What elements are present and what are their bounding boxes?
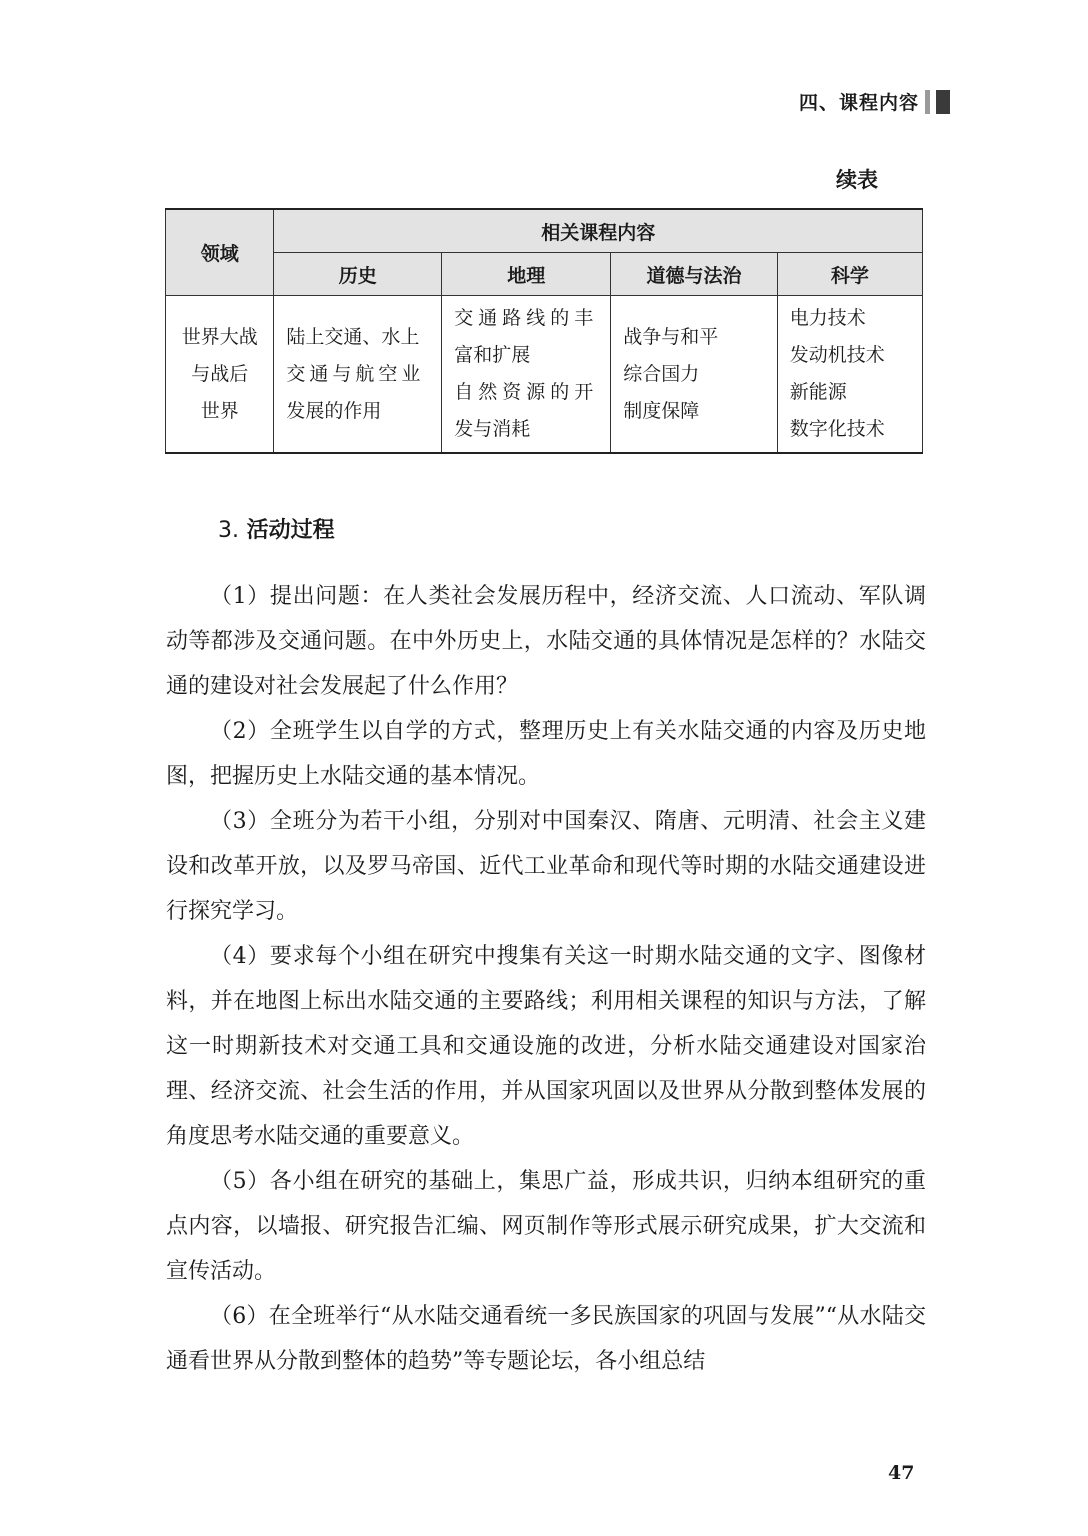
cell-text: 发动机技术 bbox=[789, 344, 885, 366]
cell-text: 发展的作用 bbox=[286, 399, 382, 422]
section-title-text: 活动过程 bbox=[246, 518, 335, 543]
cell-text: 战争与和平 bbox=[623, 325, 719, 348]
cell-text: 世界 bbox=[200, 399, 239, 422]
cell-text: 富和扩展 bbox=[454, 344, 531, 366]
cell-text: 与战后 bbox=[191, 362, 249, 385]
section-heading bbox=[218, 513, 335, 544]
paragraph: （3）全班分为若干小组，分别对中国秦汉、隋唐、元明清、社会主义建设和改革开放，以及罗马帝国、近代工业革命和现代等时期的水陆交通建设进行探究学习。 bbox=[166, 809, 926, 924]
cell-text: 综合国力 bbox=[623, 362, 700, 385]
cell-text: 世界大战 bbox=[181, 325, 258, 348]
header-bar-decoration bbox=[936, 90, 950, 114]
cell-text: 发与消耗 bbox=[454, 418, 531, 440]
domain-header: 领域 bbox=[166, 209, 274, 296]
chapter-title: 四、课程内容 bbox=[798, 92, 919, 114]
paragraph: （5）各小组在研究的基础上，集思广益，形成共识，归纳本组研究的重点内容，以墙报、研究报告汇编、网页制作等形式展示研究成果，扩大交流和宣传活动。 bbox=[166, 1169, 926, 1284]
column-header-science: 科学 bbox=[777, 253, 922, 296]
cell-text: 新能源 bbox=[789, 381, 847, 403]
history-cell bbox=[274, 296, 442, 454]
cell-text: 自然资源的开 bbox=[454, 381, 599, 403]
cell-text: 交通与航空业 bbox=[286, 362, 425, 385]
paragraph: （6）在全班举行“从水陆交通看统一多民族国家的巩固与发展”“从水陆交通看世界从分散到整体的趋势”等专题论坛，各小组总结 bbox=[166, 1304, 926, 1374]
table-continued-label: 续表 bbox=[836, 168, 878, 192]
column-header-history: 历史 bbox=[274, 253, 442, 296]
domain-cell bbox=[166, 296, 274, 454]
ethics-law-cell bbox=[611, 296, 778, 454]
paragraph: （2）全班学生以自学的方式，整理历史上有关水陆交通的内容及历史地图，把握历史上水陆交通的基本情况。 bbox=[166, 719, 926, 789]
page-number: 47 bbox=[888, 1462, 915, 1484]
table-row bbox=[166, 296, 923, 454]
cell-text: 数字化技术 bbox=[789, 418, 885, 440]
science-cell bbox=[777, 296, 922, 454]
column-header-ethics-law: 道德与法治 bbox=[611, 253, 778, 296]
header-bar-decoration bbox=[925, 90, 930, 114]
course-content-table bbox=[165, 208, 923, 454]
paragraph: （1）提出问题：在人类社会发展历程中，经济交流、人口流动、军队调动等都涉及交通问题。在中外历史上，水陆交通的具体情况是怎样的？水陆交通的建设对社会发展起了什么作用？ bbox=[166, 584, 926, 699]
cell-text: 制度保障 bbox=[623, 399, 700, 422]
paragraph: （4）要求每个小组在研究中搜集有关这一时期水陆交通的文字、图像材料，并在地图上标出水陆交通的主要路线；利用相关课程的知识与方法，了解这一时期新技术对交通工具和交通设施的改进，分析水陆交通建设对国家治理、经济交流、社会生活的作用，并从国家巩固以及世界从分散到整体发展的角度思考水陆交通的重要意义。 bbox=[166, 944, 926, 1149]
related-content-header: 相关课程内容 bbox=[274, 209, 923, 253]
cell-text: 陆上交通、水上 bbox=[286, 325, 420, 348]
cell-text: 交通路线的丰 bbox=[454, 307, 599, 329]
running-header bbox=[799, 88, 950, 115]
section-number: 3. bbox=[218, 518, 239, 543]
column-header-geography: 地理 bbox=[442, 253, 611, 296]
cell-text: 电力技术 bbox=[789, 307, 866, 329]
geography-cell bbox=[442, 296, 611, 454]
body-text bbox=[166, 574, 926, 1384]
